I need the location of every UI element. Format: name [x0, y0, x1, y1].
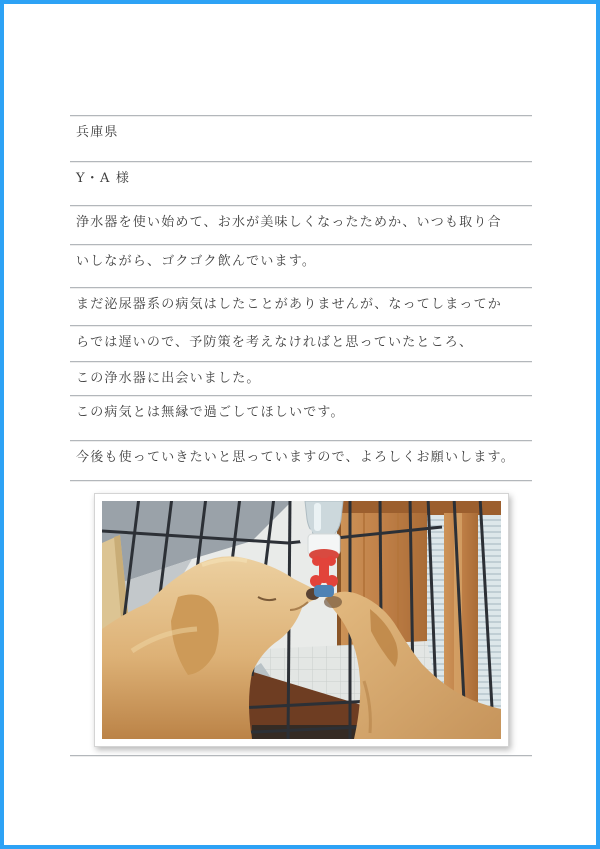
region-text: 兵庫県 — [76, 125, 119, 140]
testimonial-text: らでは遅いので、予防策を考えなければと思っていたところ、 — [76, 335, 474, 350]
dogs-photo-illustration — [102, 501, 501, 739]
blue-nozzle — [314, 585, 334, 597]
testimonial-line — [70, 205, 532, 244]
testimonial-line — [70, 244, 532, 287]
testimonial-line — [70, 325, 532, 361]
testimonial-line-region — [70, 115, 532, 161]
testimonial-text: いしながら、ゴクゴク飲んでいます。 — [76, 254, 317, 269]
testimonial-text: 今後も使っていきたいと思っていますので、よろしくお願いします。 — [76, 450, 515, 465]
testimonial-line — [70, 395, 532, 440]
testimonial-text: この浄水器に出会いました。 — [76, 371, 261, 386]
testimonial-text: この病気とは無縁で過ごしてほしいです。 — [76, 405, 345, 420]
wood-beam — [332, 501, 501, 515]
testimonial-line — [70, 361, 532, 395]
customer-name-text: Y・A 様 — [76, 171, 131, 186]
testimonial-line-customer — [70, 161, 532, 205]
right-dog-muzzle — [324, 596, 342, 608]
testimonial-body — [70, 115, 532, 757]
bottom-rule — [70, 755, 532, 757]
photo-section — [70, 480, 532, 757]
testimonial-line — [70, 287, 532, 325]
testimonial-text: 浄水器を使い始めて、お水が美味しくなったためか、いつも取り合 — [76, 215, 502, 230]
testimonial-text: まだ泌尿器系の病気はしたことがありませんが、なってしまってか — [76, 297, 503, 312]
photo-frame — [94, 493, 509, 747]
testimonial-line — [70, 440, 532, 480]
